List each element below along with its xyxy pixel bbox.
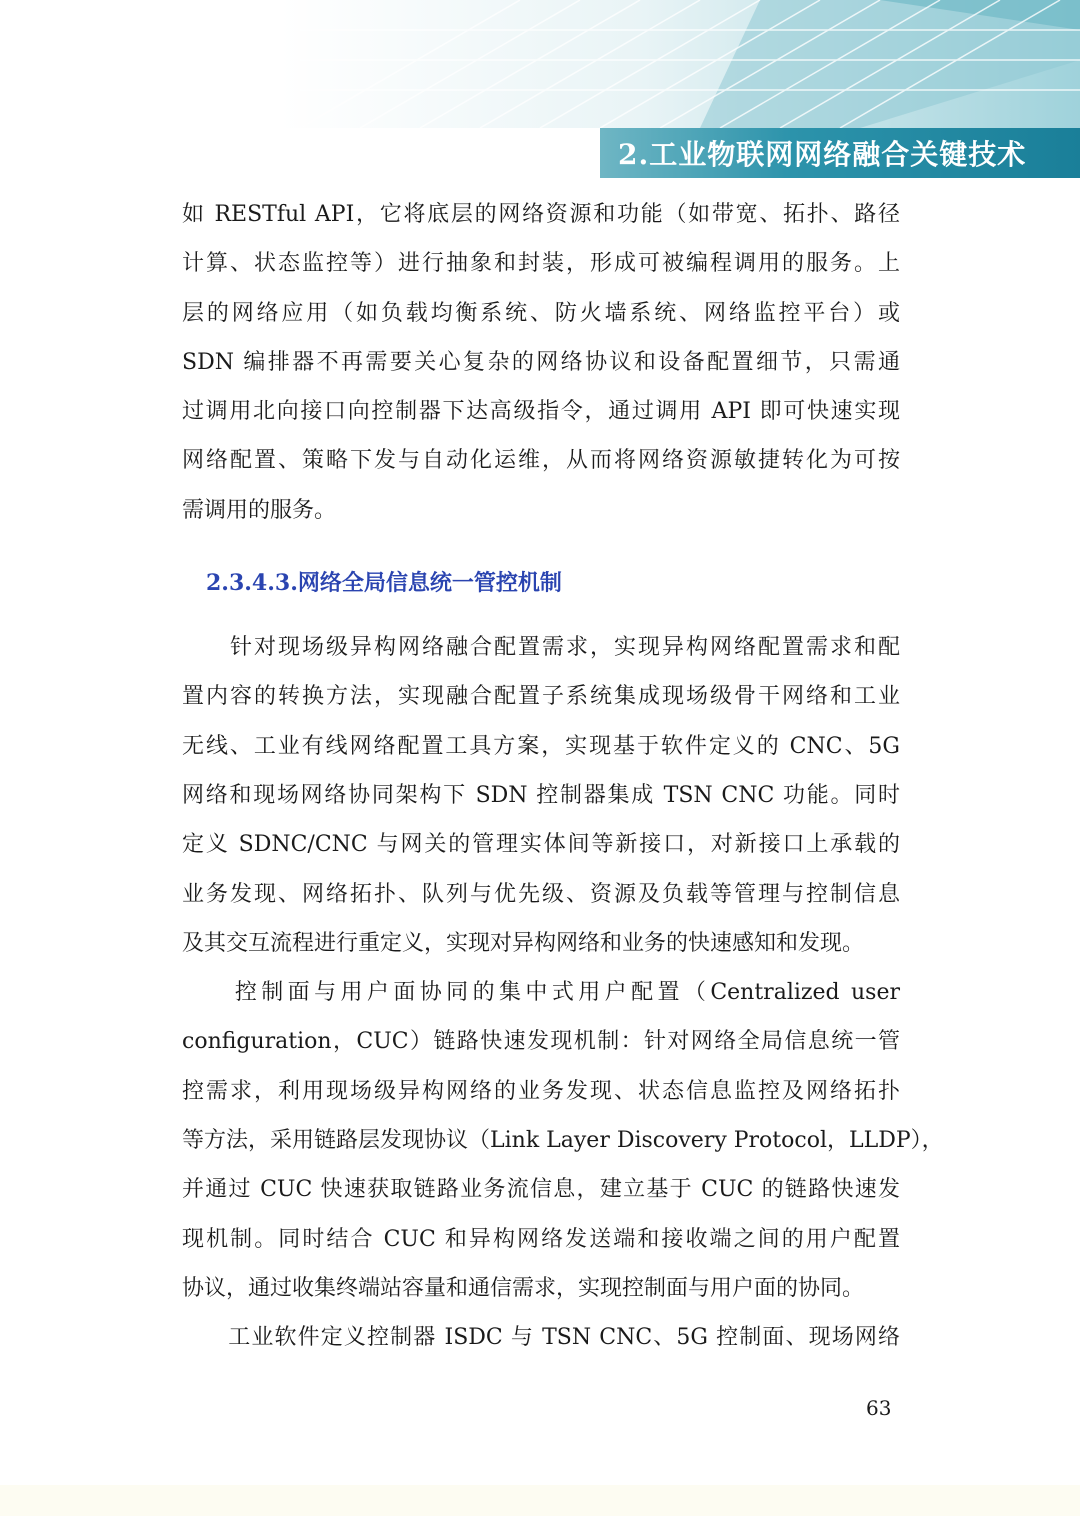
text-line: 网络和现场网络协同架构下 SDN 控制器集成 TSN CNC 功能。同时 xyxy=(182,782,900,808)
chapter-title: 2.工业物联网网络融合关键技术 xyxy=(618,138,1027,171)
text-line: 过调用北向接口向控制器下达高级指令，通过调用 API 即可快速实现 xyxy=(182,399,900,425)
text-line: 定义 SDNC/CNC 与网关的管理实体间等新接口，对新接口上承载的 xyxy=(182,832,900,858)
page-body xyxy=(182,190,944,1363)
paragraph-4 xyxy=(182,1313,900,1362)
text-line: 并通过 CUC 快速获取链路业务流信息，建立基于 CUC 的链路快速发 xyxy=(182,1177,900,1203)
text-line: 网络配置、策略下发与自动化运维，从而将网络资源敏捷转化为可按 xyxy=(182,448,900,474)
text-line: 置内容的转换方法，实现融合配置子系统集成现场级骨干网络和工业 xyxy=(182,684,900,710)
bottom-band xyxy=(0,1485,1080,1516)
text-line: 工业软件定义控制器 ISDC 与 TSN CNC、5G 控制面、现场网络 xyxy=(182,1325,900,1351)
text-line: 需调用的服务。 xyxy=(182,497,337,523)
text-line: 现机制。同时结合 CUC 和异构网络发送端和接收端之间的用户配置 xyxy=(182,1226,900,1252)
text-line: 业务发现、网络拓扑、队列与优先级、资源及负载等管理与控制信息 xyxy=(182,881,900,907)
page-number: 63 xyxy=(866,1396,892,1420)
text-line: 无线、工业有线网络配置工具方案，实现基于软件定义的 CNC、5G xyxy=(182,733,900,759)
section-heading: 2.3.4.3.网络全局信息统一管控机制 xyxy=(206,570,562,597)
text-line: 层的网络应用（如负载均衡系统、防火墙系统、网络监控平台）或 xyxy=(182,300,900,326)
text-line: 如 RESTful API，它将底层的网络资源和功能（如带宽、拓扑、路径 xyxy=(182,202,900,227)
text-line: SDN 编排器不再需要关心复杂的网络协议和设备配置细节，只需通 xyxy=(182,349,900,375)
text-line: 及其交互流程进行重定义，实现对异构网络和业务的快速感知和发现。 xyxy=(182,930,865,956)
text-line: configuration，CUC）链路快速发现机制：针对网络全局信息统一管 xyxy=(182,1029,900,1055)
paragraph-2 xyxy=(182,623,900,968)
paragraph-3 xyxy=(182,968,944,1313)
text-line: 控需求，利用现场级异构网络的业务发现、状态信息监控及网络拓扑 xyxy=(182,1078,900,1104)
text-line: 计算、状态监控等）进行抽象和封装，形成可被编程调用的服务。上 xyxy=(182,251,900,277)
text-line: 控制面与用户面协同的集中式用户配置（Centralized user xyxy=(182,980,900,1006)
text-line: 等方法，采用链路层发现协议（Link Layer Discovery Protocol，LLDP）， xyxy=(182,1128,944,1154)
text-line: 协议，通过收集终端站容量和通信需求，实现控制面与用户面的协同。 xyxy=(182,1275,865,1301)
paragraph-1 xyxy=(182,190,900,535)
text-line: 针对现场级异构网络融合配置需求，实现异构网络配置需求和配 xyxy=(182,635,900,661)
